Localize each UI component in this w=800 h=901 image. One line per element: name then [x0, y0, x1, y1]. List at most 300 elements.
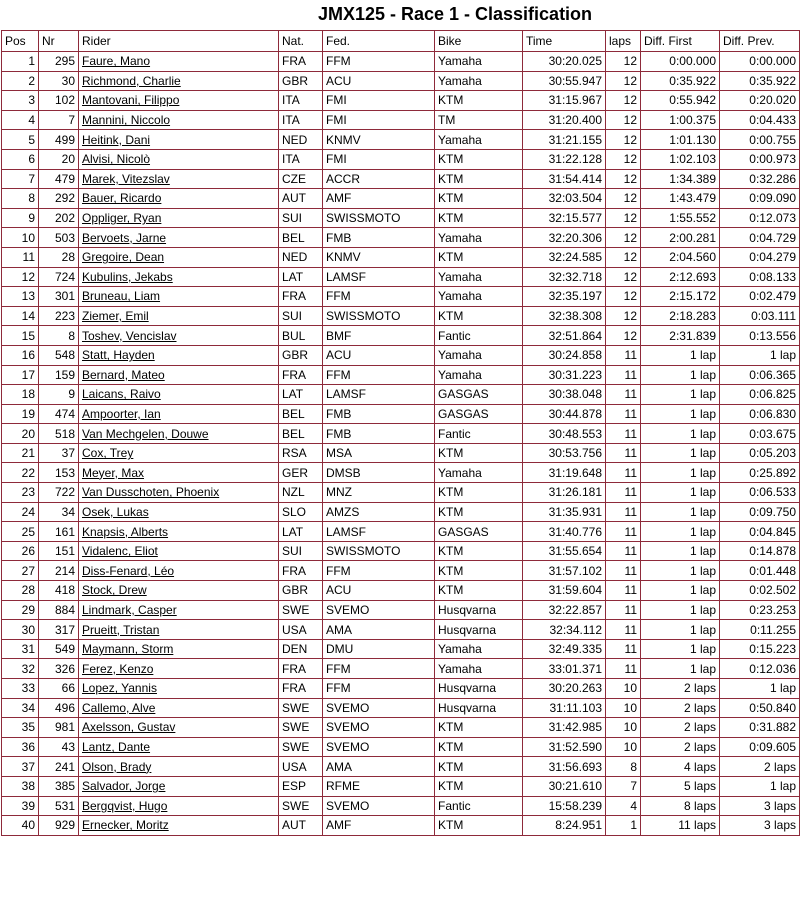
- cell-time: 30:20.025: [523, 52, 606, 72]
- cell-bike: Yamaha: [435, 130, 523, 150]
- cell-fed: FMB: [323, 424, 435, 444]
- rider-link[interactable]: Diss-Fenard, Léo: [79, 561, 279, 581]
- rider-link[interactable]: Statt, Hayden: [79, 345, 279, 365]
- col-header-diff-prev: Diff. Prev.: [720, 31, 800, 52]
- rider-link[interactable]: Toshev, Vencislav: [79, 326, 279, 346]
- cell-diff-prev: 0:03.111: [720, 306, 800, 326]
- cell-nat: RSA: [279, 443, 323, 463]
- classification-table: [1, 30, 800, 836]
- cell-fed: SVEMO: [323, 737, 435, 757]
- table-row: [2, 287, 800, 307]
- cell-pos: 7: [2, 169, 39, 189]
- cell-diff-first: 1 lap: [641, 639, 720, 659]
- cell-nr: 159: [39, 365, 79, 385]
- cell-laps: 12: [606, 208, 641, 228]
- cell-fed: FMI: [323, 149, 435, 169]
- cell-diff-prev: 2 laps: [720, 757, 800, 777]
- cell-bike: Yamaha: [435, 463, 523, 483]
- cell-pos: 39: [2, 796, 39, 816]
- cell-bike: Fantic: [435, 796, 523, 816]
- cell-nat: SUI: [279, 306, 323, 326]
- cell-bike: Fantic: [435, 424, 523, 444]
- cell-bike: KTM: [435, 189, 523, 209]
- cell-nr: 301: [39, 287, 79, 307]
- cell-diff-prev: 1 lap: [720, 679, 800, 699]
- cell-nat: NZL: [279, 483, 323, 503]
- cell-bike: Husqvarna: [435, 620, 523, 640]
- rider-link[interactable]: Cox, Trey: [79, 443, 279, 463]
- cell-bike: KTM: [435, 208, 523, 228]
- cell-fed: AMF: [323, 816, 435, 836]
- cell-nr: 8: [39, 326, 79, 346]
- cell-bike: GASGAS: [435, 404, 523, 424]
- cell-fed: BMF: [323, 326, 435, 346]
- cell-nat: ITA: [279, 149, 323, 169]
- cell-diff-first: 2:00.281: [641, 228, 720, 248]
- results-body: [2, 52, 800, 836]
- cell-diff-prev: 0:50.840: [720, 698, 800, 718]
- cell-diff-first: 1 lap: [641, 502, 720, 522]
- cell-diff-prev: 0:06.825: [720, 385, 800, 405]
- table-row: [2, 737, 800, 757]
- cell-nr: 722: [39, 483, 79, 503]
- cell-nat: SWE: [279, 718, 323, 738]
- cell-fed: ACU: [323, 345, 435, 365]
- rider-link[interactable]: Alvisi, Nicolò: [79, 149, 279, 169]
- cell-fed: FFM: [323, 52, 435, 72]
- cell-pos: 20: [2, 424, 39, 444]
- cell-pos: 29: [2, 600, 39, 620]
- cell-fed: SWISSMOTO: [323, 208, 435, 228]
- cell-fed: AMZS: [323, 502, 435, 522]
- cell-nr: 102: [39, 91, 79, 111]
- cell-pos: 23: [2, 483, 39, 503]
- cell-nat: FRA: [279, 365, 323, 385]
- cell-pos: 14: [2, 306, 39, 326]
- cell-diff-first: 1 lap: [641, 581, 720, 601]
- table-row: [2, 247, 800, 267]
- cell-diff-first: 11 laps: [641, 816, 720, 836]
- cell-diff-prev: 0:04.433: [720, 110, 800, 130]
- cell-fed: MNZ: [323, 483, 435, 503]
- cell-diff-first: 1:01.130: [641, 130, 720, 150]
- cell-diff-prev: 0:03.675: [720, 424, 800, 444]
- cell-laps: 11: [606, 385, 641, 405]
- cell-nr: 531: [39, 796, 79, 816]
- table-row: [2, 91, 800, 111]
- cell-laps: 11: [606, 600, 641, 620]
- cell-nr: 7: [39, 110, 79, 130]
- cell-laps: 11: [606, 463, 641, 483]
- cell-diff-first: 1:00.375: [641, 110, 720, 130]
- cell-bike: GASGAS: [435, 385, 523, 405]
- cell-pos: 11: [2, 247, 39, 267]
- cell-nat: SWE: [279, 737, 323, 757]
- cell-pos: 26: [2, 541, 39, 561]
- cell-nr: 20: [39, 149, 79, 169]
- cell-nat: ESP: [279, 776, 323, 796]
- cell-diff-prev: 0:32.286: [720, 169, 800, 189]
- rider-link[interactable]: Lindmark, Casper: [79, 600, 279, 620]
- cell-fed: FFM: [323, 365, 435, 385]
- cell-bike: KTM: [435, 149, 523, 169]
- cell-fed: ACCR: [323, 169, 435, 189]
- cell-laps: 12: [606, 326, 641, 346]
- cell-fed: FMI: [323, 91, 435, 111]
- cell-time: 30:53.756: [523, 443, 606, 463]
- cell-nat: BEL: [279, 228, 323, 248]
- cell-pos: 6: [2, 149, 39, 169]
- header-row: [2, 31, 800, 52]
- cell-fed: LAMSF: [323, 385, 435, 405]
- cell-bike: KTM: [435, 541, 523, 561]
- rider-link[interactable]: Bervoets, Jarne: [79, 228, 279, 248]
- col-header-nr: Nr: [39, 31, 79, 52]
- cell-diff-first: 1 lap: [641, 561, 720, 581]
- table-row: [2, 424, 800, 444]
- table-row: [2, 110, 800, 130]
- cell-nr: 30: [39, 71, 79, 91]
- rider-link[interactable]: Gregoire, Dean: [79, 247, 279, 267]
- rider-link[interactable]: Mannini, Niccolo: [79, 110, 279, 130]
- cell-nr: 479: [39, 169, 79, 189]
- cell-nr: 223: [39, 306, 79, 326]
- cell-bike: KTM: [435, 581, 523, 601]
- rider-link[interactable]: Oppliger, Ryan: [79, 208, 279, 228]
- cell-pos: 8: [2, 189, 39, 209]
- cell-time: 32:35.197: [523, 287, 606, 307]
- rider-link[interactable]: Meyer, Max: [79, 463, 279, 483]
- rider-link[interactable]: Lantz, Dante: [79, 737, 279, 757]
- rider-link[interactable]: Ernecker, Moritz: [79, 816, 279, 836]
- cell-pos: 10: [2, 228, 39, 248]
- cell-diff-first: 2:12.693: [641, 267, 720, 287]
- cell-nat: BUL: [279, 326, 323, 346]
- cell-nr: 474: [39, 404, 79, 424]
- cell-time: 31:56.693: [523, 757, 606, 777]
- cell-nr: 151: [39, 541, 79, 561]
- rider-link[interactable]: Axelsson, Gustav: [79, 718, 279, 738]
- cell-nat: GBR: [279, 581, 323, 601]
- cell-nr: 496: [39, 698, 79, 718]
- cell-nat: ITA: [279, 110, 323, 130]
- table-row: [2, 267, 800, 287]
- cell-nat: USA: [279, 757, 323, 777]
- cell-nat: USA: [279, 620, 323, 640]
- cell-diff-prev: 0:02.502: [720, 581, 800, 601]
- rider-link[interactable]: Mantovani, Filippo: [79, 91, 279, 111]
- cell-laps: 12: [606, 228, 641, 248]
- cell-bike: KTM: [435, 737, 523, 757]
- cell-laps: 1: [606, 816, 641, 836]
- table-row: [2, 385, 800, 405]
- cell-nr: 549: [39, 639, 79, 659]
- cell-time: 31:35.931: [523, 502, 606, 522]
- cell-diff-prev: 0:35.922: [720, 71, 800, 91]
- rider-link[interactable]: Olson, Brady: [79, 757, 279, 777]
- cell-bike: KTM: [435, 561, 523, 581]
- cell-bike: Fantic: [435, 326, 523, 346]
- rider-link[interactable]: Ziemer, Emil: [79, 306, 279, 326]
- table-row: [2, 365, 800, 385]
- rider-link[interactable]: Maymann, Storm: [79, 639, 279, 659]
- cell-diff-first: 1:34.389: [641, 169, 720, 189]
- cell-diff-prev: 0:04.279: [720, 247, 800, 267]
- cell-nr: 929: [39, 816, 79, 836]
- cell-diff-first: 1 lap: [641, 541, 720, 561]
- cell-diff-first: 1:43.479: [641, 189, 720, 209]
- cell-pos: 25: [2, 522, 39, 542]
- cell-pos: 3: [2, 91, 39, 111]
- rider-link[interactable]: Callemo, Alve: [79, 698, 279, 718]
- cell-time: 32:24.585: [523, 247, 606, 267]
- cell-nat: LAT: [279, 522, 323, 542]
- rider-link[interactable]: Ferez, Kenzo: [79, 659, 279, 679]
- cell-bike: Husqvarna: [435, 600, 523, 620]
- table-row: [2, 228, 800, 248]
- cell-diff-prev: 3 laps: [720, 816, 800, 836]
- table-row: [2, 620, 800, 640]
- rider-link[interactable]: Salvador, Jorge: [79, 776, 279, 796]
- cell-diff-prev: 0:00.973: [720, 149, 800, 169]
- cell-fed: DMU: [323, 639, 435, 659]
- cell-fed: SVEMO: [323, 600, 435, 620]
- rider-link[interactable]: Heitink, Dani: [79, 130, 279, 150]
- rider-link[interactable]: Bauer, Ricardo: [79, 189, 279, 209]
- cell-bike: Yamaha: [435, 659, 523, 679]
- table-row: [2, 326, 800, 346]
- cell-nat: SWE: [279, 600, 323, 620]
- table-row: [2, 561, 800, 581]
- cell-laps: 10: [606, 718, 641, 738]
- rider-link[interactable]: Van Dusschoten, Phoenix: [79, 483, 279, 503]
- cell-laps: 11: [606, 345, 641, 365]
- cell-laps: 12: [606, 130, 641, 150]
- cell-diff-first: 4 laps: [641, 757, 720, 777]
- cell-diff-prev: 0:09.605: [720, 737, 800, 757]
- cell-bike: Yamaha: [435, 345, 523, 365]
- table-row: [2, 71, 800, 91]
- page-title: JMX125 - Race 1 - Classification: [317, 4, 593, 24]
- cell-bike: Yamaha: [435, 639, 523, 659]
- cell-pos: 34: [2, 698, 39, 718]
- cell-fed: ACU: [323, 71, 435, 91]
- cell-diff-first: 1 lap: [641, 463, 720, 483]
- cell-time: 30:38.048: [523, 385, 606, 405]
- col-header-time: Time: [523, 31, 606, 52]
- cell-diff-first: 5 laps: [641, 776, 720, 796]
- col-header-bike: Bike: [435, 31, 523, 52]
- table-row: [2, 404, 800, 424]
- cell-nr: 418: [39, 581, 79, 601]
- table-row: [2, 776, 800, 796]
- table-row: [2, 698, 800, 718]
- col-header-rider: Rider: [79, 31, 279, 52]
- cell-diff-first: 0:55.942: [641, 91, 720, 111]
- rider-link[interactable]: Bergqvist, Hugo: [79, 796, 279, 816]
- cell-nr: 43: [39, 737, 79, 757]
- cell-bike: GASGAS: [435, 522, 523, 542]
- rider-link[interactable]: Van Mechgelen, Douwe: [79, 424, 279, 444]
- rider-link[interactable]: Lopez, Yannis: [79, 679, 279, 699]
- rider-link[interactable]: Richmond, Charlie: [79, 71, 279, 91]
- cell-pos: 19: [2, 404, 39, 424]
- cell-nr: 884: [39, 600, 79, 620]
- cell-diff-first: 1:02.103: [641, 149, 720, 169]
- cell-time: 31:54.414: [523, 169, 606, 189]
- table-row: [2, 443, 800, 463]
- cell-nr: 385: [39, 776, 79, 796]
- cell-diff-prev: 0:09.090: [720, 189, 800, 209]
- cell-time: 32:34.112: [523, 620, 606, 640]
- cell-nat: BEL: [279, 404, 323, 424]
- cell-diff-prev: 0:04.729: [720, 228, 800, 248]
- cell-fed: SVEMO: [323, 698, 435, 718]
- cell-laps: 11: [606, 483, 641, 503]
- cell-fed: KNMV: [323, 130, 435, 150]
- cell-diff-prev: 0:23.253: [720, 600, 800, 620]
- cell-diff-first: 2:04.560: [641, 247, 720, 267]
- table-row: [2, 679, 800, 699]
- cell-nr: 153: [39, 463, 79, 483]
- cell-laps: 11: [606, 620, 641, 640]
- cell-pos: 40: [2, 816, 39, 836]
- rider-link[interactable]: Knapsis, Alberts: [79, 522, 279, 542]
- cell-time: 31:59.604: [523, 581, 606, 601]
- cell-diff-prev: 0:14.878: [720, 541, 800, 561]
- cell-diff-first: 1 lap: [641, 659, 720, 679]
- cell-pos: 2: [2, 71, 39, 91]
- cell-pos: 4: [2, 110, 39, 130]
- cell-diff-first: 1 lap: [641, 345, 720, 365]
- cell-time: 31:20.400: [523, 110, 606, 130]
- cell-nat: SWE: [279, 698, 323, 718]
- cell-diff-first: 1 lap: [641, 483, 720, 503]
- cell-time: 31:52.590: [523, 737, 606, 757]
- rider-link[interactable]: Marek, Vitezslav: [79, 169, 279, 189]
- rider-link[interactable]: Vidalenc, Eliot: [79, 541, 279, 561]
- cell-nat: FRA: [279, 679, 323, 699]
- cell-time: 30:48.553: [523, 424, 606, 444]
- cell-laps: 12: [606, 189, 641, 209]
- cell-fed: LAMSF: [323, 267, 435, 287]
- rider-link[interactable]: Laicans, Raivo: [79, 385, 279, 405]
- cell-diff-first: 8 laps: [641, 796, 720, 816]
- cell-diff-first: 0:00.000: [641, 52, 720, 72]
- cell-diff-prev: 0:00.755: [720, 130, 800, 150]
- cell-laps: 12: [606, 52, 641, 72]
- cell-pos: 9: [2, 208, 39, 228]
- cell-laps: 12: [606, 149, 641, 169]
- cell-nr: 34: [39, 502, 79, 522]
- cell-pos: 28: [2, 581, 39, 601]
- cell-diff-first: 1 lap: [641, 365, 720, 385]
- cell-nat: ITA: [279, 91, 323, 111]
- cell-fed: FFM: [323, 659, 435, 679]
- cell-diff-first: 2:31.839: [641, 326, 720, 346]
- cell-pos: 18: [2, 385, 39, 405]
- rider-link[interactable]: Osek, Lukas: [79, 502, 279, 522]
- cell-diff-first: 2:15.172: [641, 287, 720, 307]
- cell-laps: 11: [606, 502, 641, 522]
- cell-pos: 21: [2, 443, 39, 463]
- cell-nr: 161: [39, 522, 79, 542]
- cell-diff-prev: 0:31.882: [720, 718, 800, 738]
- table-row: [2, 522, 800, 542]
- cell-diff-prev: 1 lap: [720, 776, 800, 796]
- cell-fed: AMA: [323, 620, 435, 640]
- cell-diff-first: 1:55.552: [641, 208, 720, 228]
- cell-fed: SVEMO: [323, 718, 435, 738]
- table-row: [2, 483, 800, 503]
- cell-diff-first: 2 laps: [641, 737, 720, 757]
- cell-pos: 24: [2, 502, 39, 522]
- cell-nr: 9: [39, 385, 79, 405]
- cell-nat: SUI: [279, 208, 323, 228]
- cell-diff-prev: 0:11.255: [720, 620, 800, 640]
- cell-fed: LAMSF: [323, 522, 435, 542]
- cell-diff-first: 2 laps: [641, 718, 720, 738]
- table-row: [2, 659, 800, 679]
- cell-laps: 4: [606, 796, 641, 816]
- cell-time: 31:40.776: [523, 522, 606, 542]
- cell-laps: 11: [606, 561, 641, 581]
- rider-link[interactable]: Bruneau, Liam: [79, 287, 279, 307]
- cell-nat: SWE: [279, 796, 323, 816]
- cell-laps: 10: [606, 679, 641, 699]
- cell-time: 31:42.985: [523, 718, 606, 738]
- cell-nat: CZE: [279, 169, 323, 189]
- cell-diff-prev: 0:04.845: [720, 522, 800, 542]
- cell-pos: 38: [2, 776, 39, 796]
- cell-nr: 241: [39, 757, 79, 777]
- cell-diff-first: 1 lap: [641, 424, 720, 444]
- cell-nat: NED: [279, 247, 323, 267]
- rider-link[interactable]: Faure, Mano: [79, 52, 279, 72]
- rider-link[interactable]: Bernard, Mateo: [79, 365, 279, 385]
- cell-time: 32:51.864: [523, 326, 606, 346]
- cell-time: 33:01.371: [523, 659, 606, 679]
- cell-time: 30:24.858: [523, 345, 606, 365]
- table-row: [2, 149, 800, 169]
- cell-laps: 7: [606, 776, 641, 796]
- rider-link[interactable]: Kubulins, Jekabs: [79, 267, 279, 287]
- cell-fed: AMA: [323, 757, 435, 777]
- cell-nr: 202: [39, 208, 79, 228]
- cell-bike: Yamaha: [435, 267, 523, 287]
- cell-time: 8:24.951: [523, 816, 606, 836]
- cell-pos: 32: [2, 659, 39, 679]
- cell-nat: AUT: [279, 189, 323, 209]
- col-header-diff-first: Diff. First: [641, 31, 720, 52]
- cell-time: 32:22.857: [523, 600, 606, 620]
- cell-time: 32:20.306: [523, 228, 606, 248]
- cell-nat: FRA: [279, 659, 323, 679]
- rider-link[interactable]: Stock, Drew: [79, 581, 279, 601]
- cell-nr: 981: [39, 718, 79, 738]
- cell-diff-prev: 0:12.036: [720, 659, 800, 679]
- cell-diff-prev: 0:05.203: [720, 443, 800, 463]
- cell-nr: 66: [39, 679, 79, 699]
- rider-link[interactable]: Ampoorter, Ian: [79, 404, 279, 424]
- cell-bike: Yamaha: [435, 365, 523, 385]
- cell-time: 31:11.103: [523, 698, 606, 718]
- cell-time: 30:44.878: [523, 404, 606, 424]
- cell-time: 30:20.263: [523, 679, 606, 699]
- cell-pos: 13: [2, 287, 39, 307]
- cell-diff-first: 1 lap: [641, 600, 720, 620]
- rider-link[interactable]: Prueitt, Tristan: [79, 620, 279, 640]
